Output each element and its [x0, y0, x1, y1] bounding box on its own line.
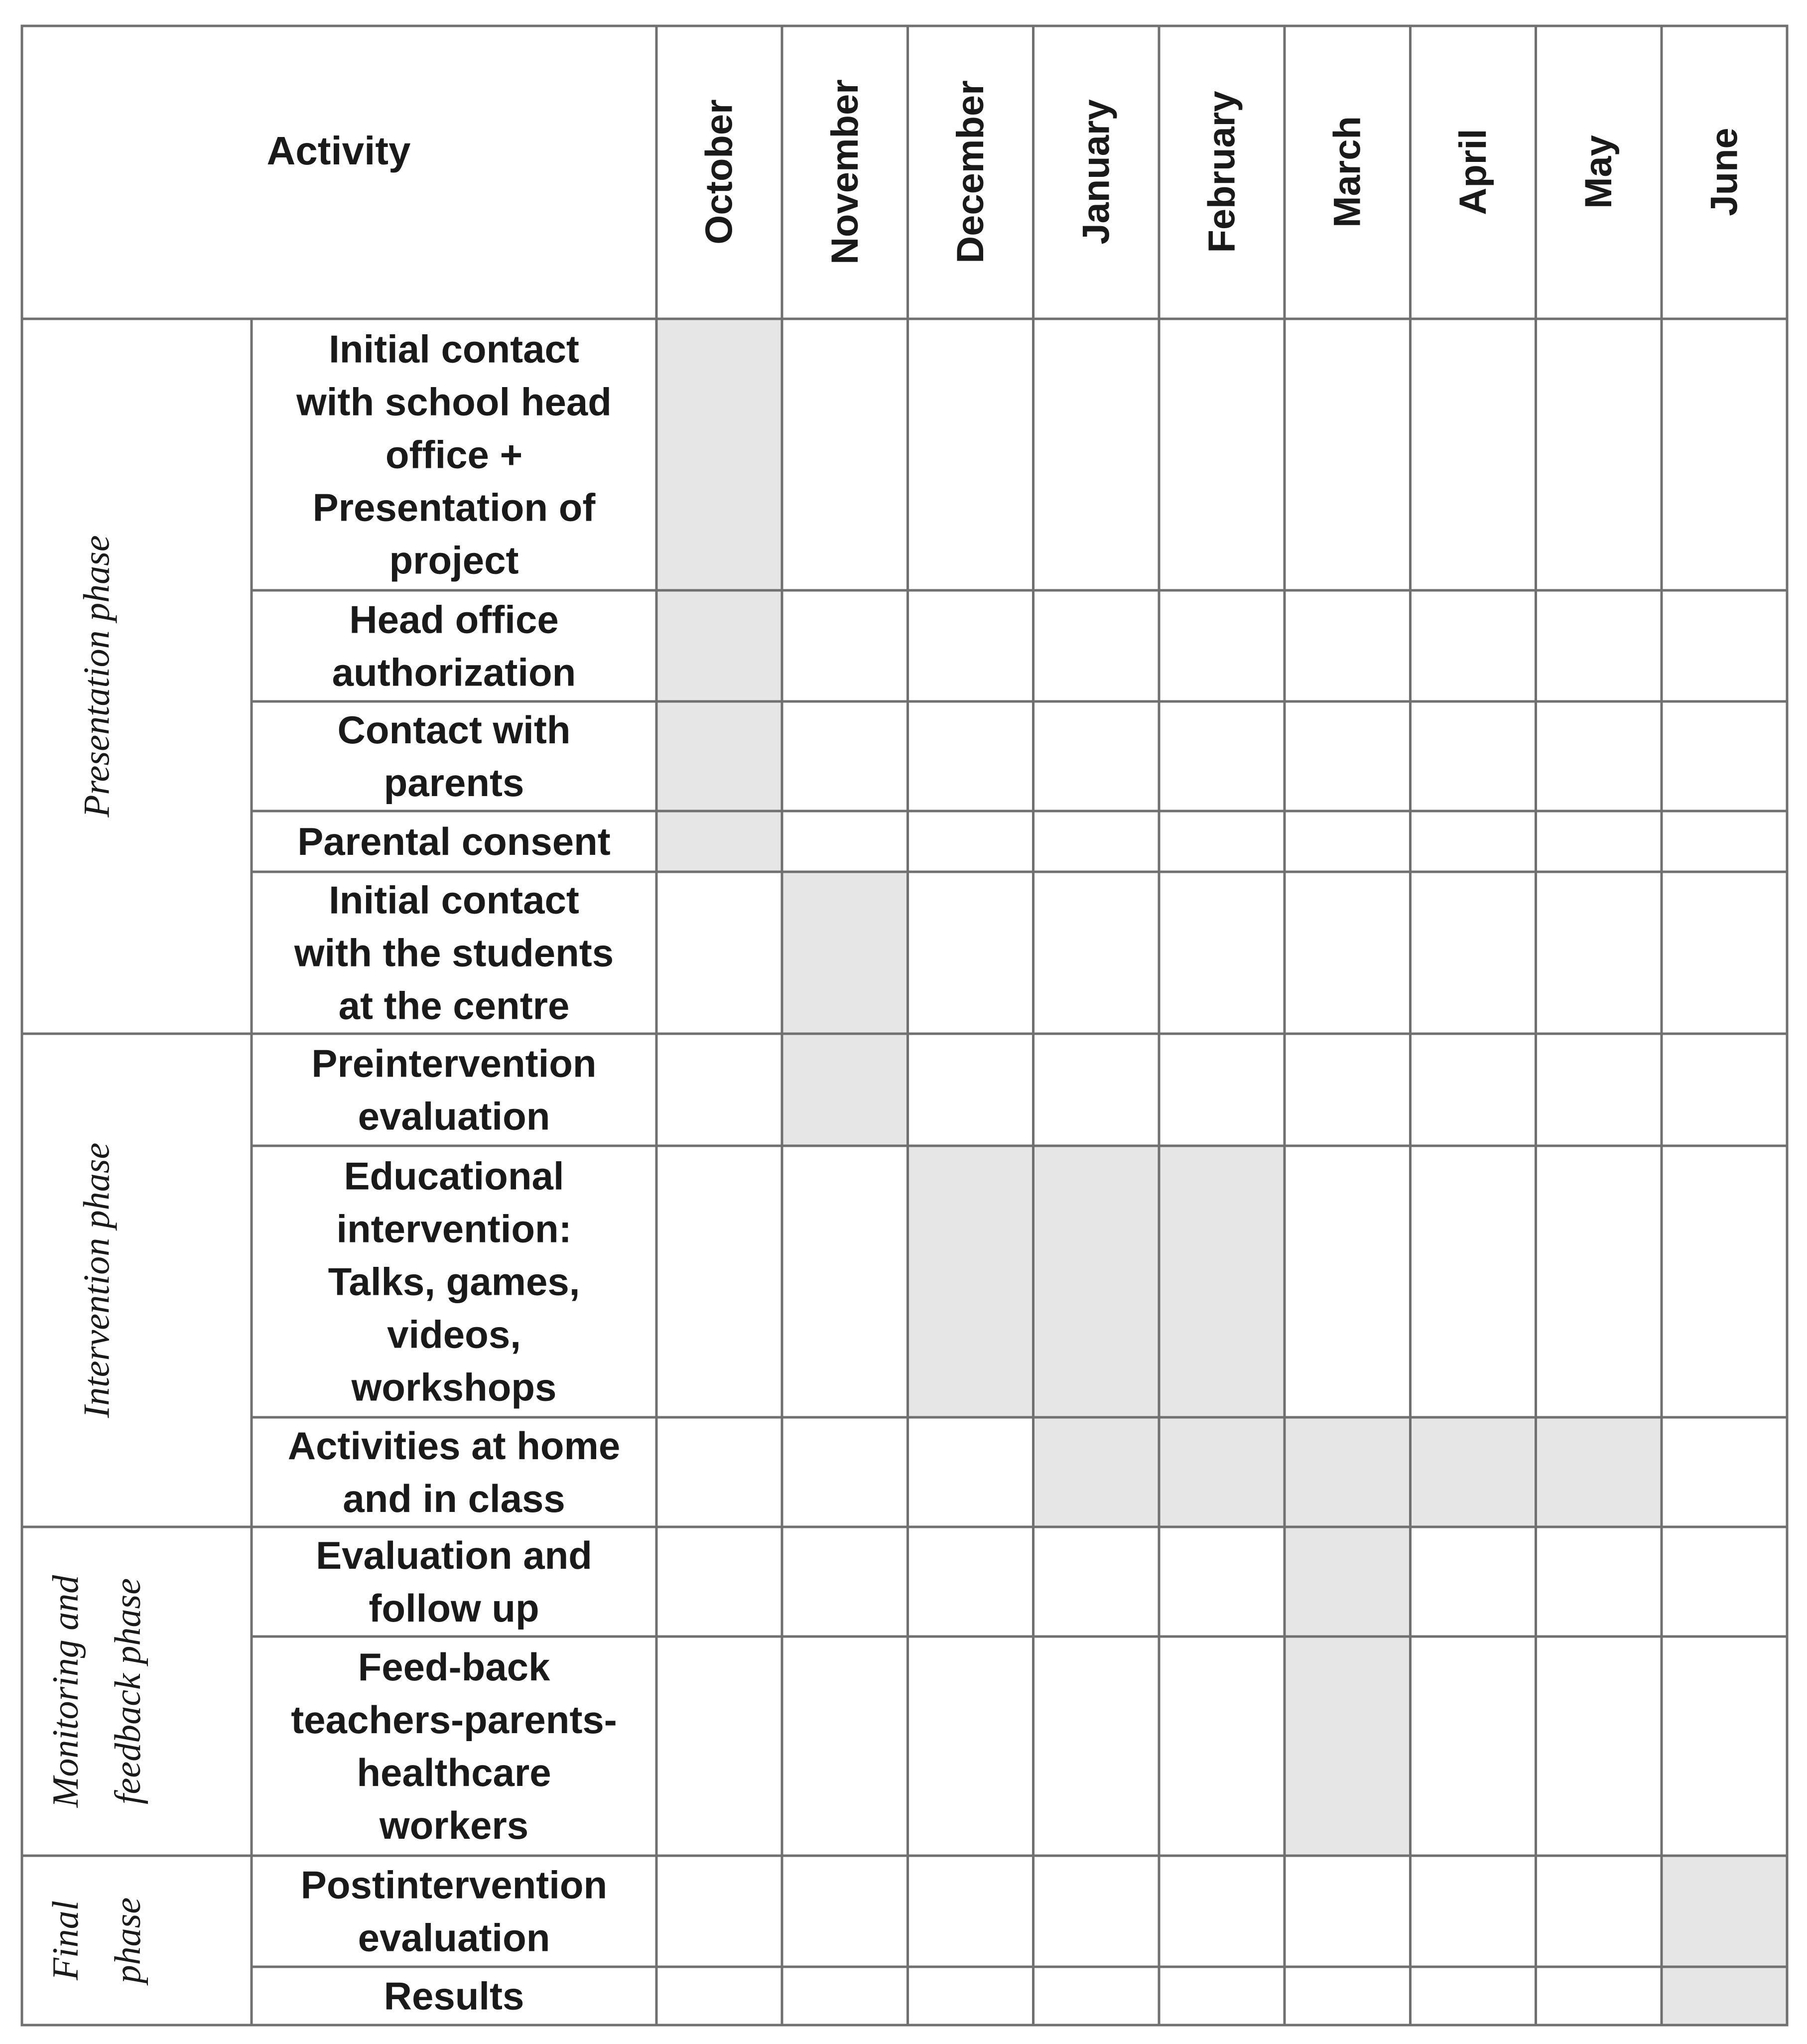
- activity-label-line: evaluation: [358, 1094, 550, 1138]
- activity-label-line: Evaluation and: [316, 1533, 592, 1577]
- activity-label-line: follow up: [369, 1586, 539, 1630]
- shaded-cell: [1159, 1417, 1285, 1527]
- month-header-january: January: [1075, 99, 1118, 245]
- month-header-november: November: [823, 79, 866, 265]
- activity-label-line: Contact with: [337, 708, 571, 752]
- activity-label-line: workshops: [351, 1365, 557, 1409]
- activity-label-line: Educational: [344, 1154, 564, 1198]
- activity-label-line: Parental consent: [297, 819, 611, 863]
- shaded-cell: [1285, 1636, 1410, 1856]
- activity-label-line: videos,: [387, 1312, 521, 1357]
- shaded-cell: [1662, 1856, 1787, 1967]
- month-header-april: April: [1451, 129, 1494, 215]
- month-header-may: May: [1577, 135, 1620, 209]
- activity-label-line: with school head: [296, 380, 612, 424]
- activity-label-line: teachers-parents-: [291, 1698, 617, 1742]
- shaded-cell: [1285, 1417, 1410, 1527]
- activity-label-line: authorization: [332, 650, 576, 694]
- activity-label-line: intervention:: [336, 1207, 572, 1251]
- activity-label-line: Activities at home: [287, 1424, 621, 1468]
- phase-label-line: phase: [108, 1897, 148, 1984]
- shaded-cells: [656, 319, 1787, 2025]
- shaded-cell: [782, 872, 907, 1034]
- activity-label-line: parents: [384, 761, 524, 805]
- phase-label-line: Intervention phase: [76, 1142, 118, 1418]
- shaded-cell: [907, 1146, 1033, 1417]
- activity-label-line: at the centre: [338, 983, 570, 1028]
- activity-label-line: Presentation of: [312, 485, 596, 530]
- activity-label-line: evaluation: [358, 1915, 550, 1960]
- shaded-cell: [1285, 1527, 1410, 1636]
- shaded-cell: [1033, 1146, 1159, 1417]
- phase-label-line: Monitoring and: [45, 1575, 86, 1808]
- month-header-october: October: [698, 99, 741, 245]
- shaded-cell: [656, 590, 782, 701]
- activity-label-line: Initial contact: [329, 878, 579, 922]
- phase-label-line: Presentation phase: [76, 535, 118, 818]
- activity-label-line: Feed-back: [358, 1645, 550, 1689]
- shaded-cell: [656, 319, 782, 590]
- activity-label-line: Head office: [349, 597, 559, 642]
- month-header-march: March: [1326, 116, 1369, 228]
- shaded-cell: [782, 1034, 907, 1146]
- activity-label-line: Postintervention: [300, 1863, 608, 1907]
- activity-label-line: Preintervention: [311, 1041, 597, 1086]
- activity-label-line: Talks, games,: [328, 1259, 580, 1304]
- activity-label-line: project: [389, 538, 519, 582]
- month-header-february: February: [1200, 91, 1243, 253]
- shaded-cell: [656, 701, 782, 811]
- phase-label-line: feedback phase: [108, 1578, 148, 1805]
- shaded-cell: [1033, 1417, 1159, 1527]
- shaded-cell: [1536, 1417, 1662, 1527]
- activity-label-line: Initial contact: [329, 327, 579, 371]
- activity-label-line: workers: [379, 1803, 529, 1847]
- activity-label-line: healthcare: [357, 1751, 551, 1794]
- activity-header: Activity: [266, 129, 411, 173]
- shaded-cell: [656, 811, 782, 872]
- shaded-cell: [1662, 1967, 1787, 2025]
- activity-label-line: Results: [384, 1974, 524, 2018]
- activity-label-line: and in class: [343, 1477, 565, 1520]
- shaded-cell: [1410, 1417, 1536, 1527]
- activity-label-line: with the students: [294, 931, 614, 975]
- activity-label-line: office +: [385, 432, 523, 477]
- month-header-june: June: [1703, 128, 1746, 216]
- phase-label-line: Final: [45, 1900, 86, 1981]
- month-header-december: December: [949, 80, 992, 264]
- shaded-cell: [1159, 1146, 1285, 1417]
